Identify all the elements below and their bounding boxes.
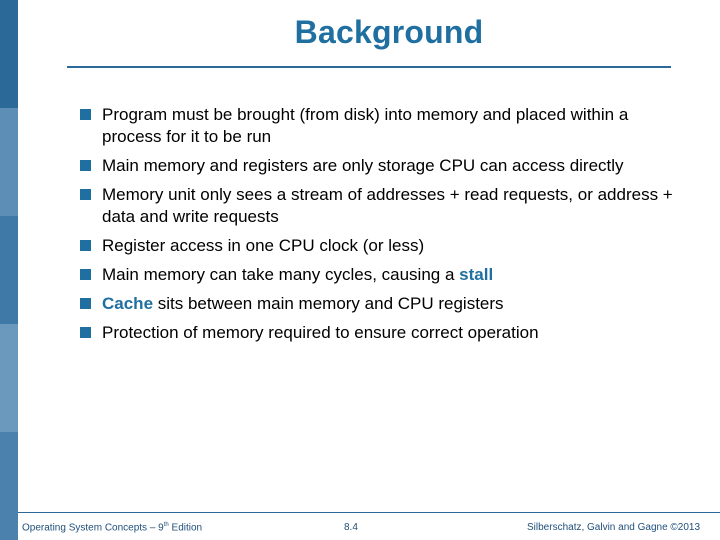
sidebar-segment bbox=[0, 0, 18, 108]
bullet-item bbox=[80, 293, 680, 315]
footer-book-text: Operating System Concepts – 9 bbox=[22, 522, 164, 534]
bullet-item bbox=[80, 184, 680, 228]
sidebar-segment bbox=[0, 108, 18, 216]
square-bullet-icon bbox=[80, 269, 91, 280]
bullet-item bbox=[80, 235, 680, 257]
bullet-text: Memory unit only sees a stream of addresses + read requests, or address + data and write requests bbox=[102, 185, 673, 226]
slide-title: Background bbox=[294, 14, 484, 50]
bullet-item bbox=[80, 264, 680, 286]
square-bullet-icon bbox=[80, 189, 91, 200]
highlight-term-stall: stall bbox=[459, 265, 494, 284]
footer-book-title bbox=[22, 522, 202, 533]
sidebar-segment bbox=[0, 216, 18, 324]
highlight-term-cache: Cache bbox=[102, 294, 154, 313]
footer-copyright: Silberschatz, Galvin and Gagne ©2013 bbox=[527, 522, 701, 533]
title-divider bbox=[67, 66, 671, 68]
sidebar-segment bbox=[0, 324, 18, 432]
square-bullet-icon bbox=[80, 109, 91, 120]
footer-superscript: th bbox=[163, 522, 169, 528]
bullet-text: Program must be brought (from disk) into memory and placed within a process for it to be run bbox=[102, 105, 629, 146]
bullet-text: Protection of memory required to ensure correct operation bbox=[102, 323, 539, 342]
square-bullet-icon bbox=[80, 240, 91, 251]
bullet-text: Main memory can take many cycles, causing a bbox=[102, 265, 460, 284]
sidebar-stripe bbox=[0, 0, 18, 540]
bullet-item bbox=[80, 155, 680, 177]
footer-divider bbox=[18, 512, 720, 513]
sidebar-segment bbox=[0, 432, 18, 540]
square-bullet-icon bbox=[80, 160, 91, 171]
footer-page-number: 8.4 bbox=[344, 522, 358, 533]
bullet-item bbox=[80, 322, 680, 344]
bullet-text: Main memory and registers are only storage CPU can access directly bbox=[102, 156, 624, 175]
square-bullet-icon bbox=[80, 327, 91, 338]
bullet-text: Register access in one CPU clock (or less) bbox=[102, 236, 425, 255]
bullet-list bbox=[80, 104, 680, 351]
bullet-text: sits between main memory and CPU registers bbox=[153, 294, 504, 313]
square-bullet-icon bbox=[80, 298, 91, 309]
bullet-item bbox=[80, 104, 680, 148]
footer-book-edition: Edition bbox=[168, 522, 203, 534]
